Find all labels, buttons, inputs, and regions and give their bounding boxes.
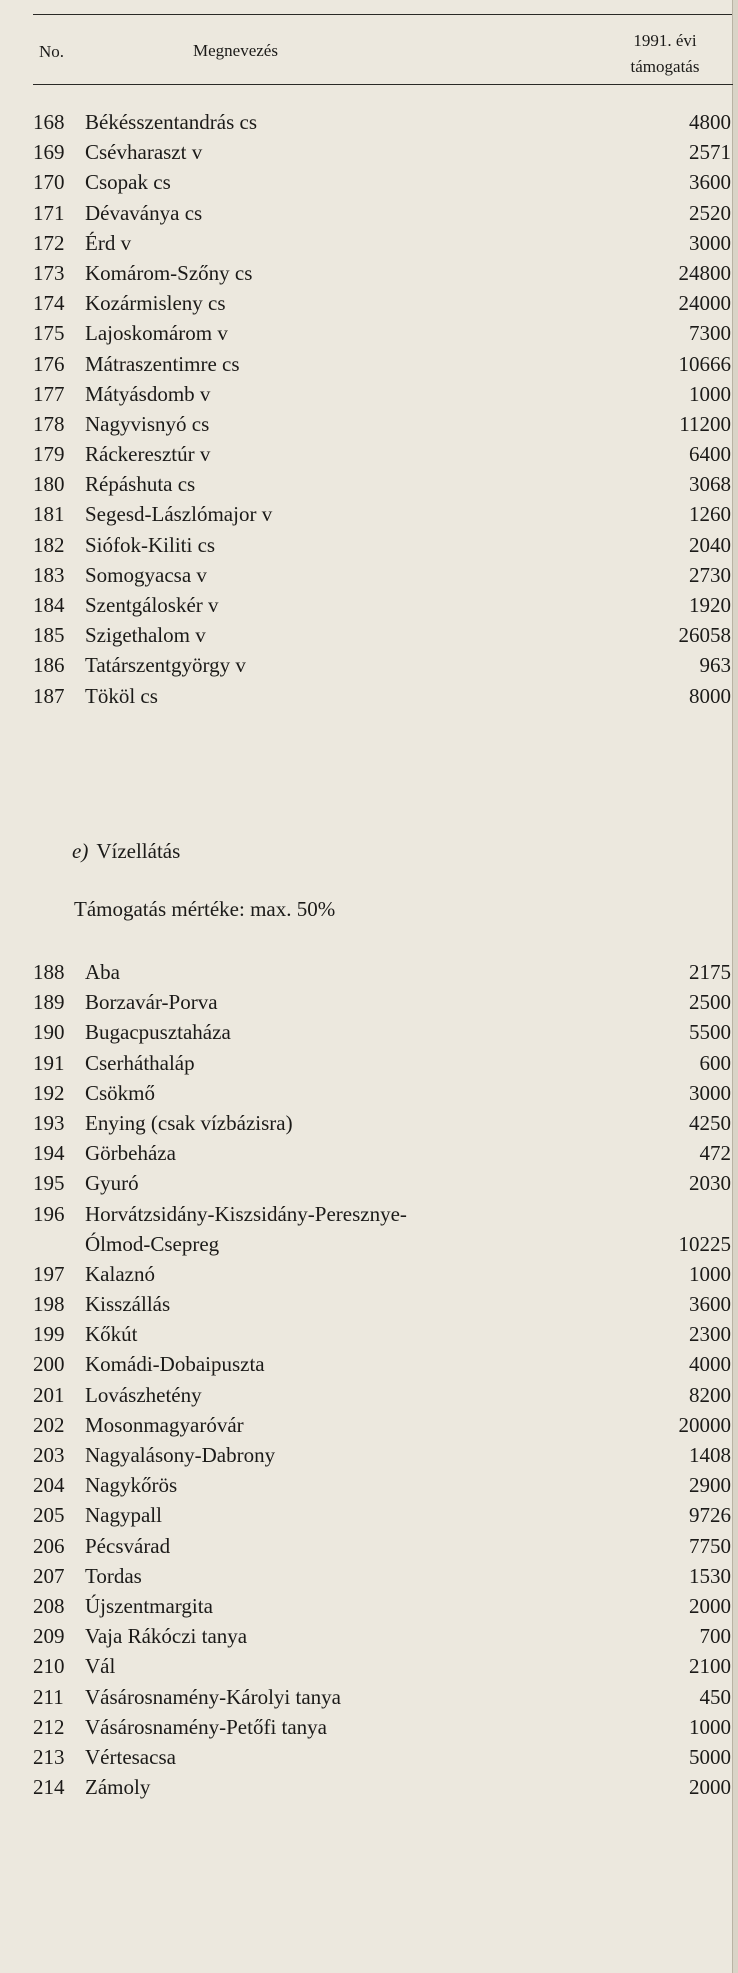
table-row [33,590,731,620]
row-number: 175 [33,321,65,346]
row-name: Mátyásdomb v [85,381,211,406]
row-number: 182 [33,532,65,557]
row-value: 3600 [689,170,731,195]
row-number: 172 [33,230,65,255]
table-row [33,258,731,288]
table-row [33,1108,731,1138]
row-value: 24000 [678,291,731,316]
row-value: 2000 [689,1775,731,1800]
table-row [33,469,731,499]
row-value: 10666 [678,351,731,376]
table-row [33,1440,731,1470]
row-name: Csökmő [85,1080,156,1105]
header-rule [33,84,733,85]
row-name: Nagypall [85,1503,162,1528]
table-section-d [33,107,731,711]
table-row [33,198,731,228]
table-row [33,957,731,987]
row-value: 1260 [689,502,731,527]
row-value: 1530 [689,1563,731,1588]
row-number: 198 [33,1292,65,1317]
table-row [33,1682,731,1712]
page-edge [732,0,738,1973]
table-row [33,1319,731,1349]
row-name: Nagyvisnyó cs [85,411,210,436]
table-row [33,1410,731,1440]
row-name: Vásárosnamény-Petőfi tanya [85,1714,328,1739]
table-row [33,409,731,439]
row-name: Görbeháza [85,1141,176,1166]
row-value: 3000 [689,230,731,255]
row-name: Bugacpusztaháza [85,1020,231,1045]
table-row [33,167,731,197]
table-row [33,288,731,318]
row-value: 26058 [678,623,731,648]
row-name: Szentgáloskér v [85,593,219,617]
table-row [33,1621,731,1651]
table-row [33,1591,731,1621]
table-row [33,379,731,409]
table-row [33,1470,731,1500]
row-number: 203 [33,1443,65,1468]
row-name: Szigethalom v [85,623,206,648]
row-name: Vértesacsa [85,1744,176,1769]
row-name: Segesd-Lászlómajor v [85,502,273,527]
row-value: 7750 [689,1533,731,1558]
row-number: 186 [33,653,65,678]
table-header [33,22,733,84]
row-value: 1000 [689,1261,731,1286]
row-name: Vál [85,1654,116,1679]
table-row [33,1168,731,1198]
table-row [33,1048,731,1078]
row-number: 185 [33,623,65,648]
row-number: 214 [33,1775,65,1800]
row-number: 201 [33,1382,65,1407]
row-number: 200 [33,1352,65,1377]
row-number: 181 [33,502,65,527]
support-rate-text: Támogatás mértéke: max. 50% [74,897,336,921]
row-name: Komárom-Szőny cs [85,260,253,285]
row-name: Kőkút [85,1322,138,1347]
row-number: 180 [33,472,65,497]
row-value: 8200 [689,1382,731,1407]
row-name: Dévaványa cs [85,200,203,225]
table-row [33,107,731,137]
row-value: 1408 [689,1443,731,1468]
table-row [33,987,731,1017]
row-value: 963 [699,653,731,678]
row-number: 197 [33,1261,65,1286]
row-name: Enying (csak vízbázisra) [85,1110,293,1135]
table-row [33,1380,731,1410]
row-number: 188 [33,960,65,984]
row-number: 191 [33,1050,65,1075]
row-number: 176 [33,351,65,376]
section-title: Vízellátás [96,839,181,863]
row-value: 3000 [689,1080,731,1105]
table-row [33,1531,731,1561]
row-number: 169 [33,140,65,165]
row-value: 10225 [678,1231,731,1256]
row-name: Újszentmargita [85,1593,213,1618]
row-name: Kozármisleny cs [85,291,226,316]
row-name: Gyuró [85,1171,139,1196]
row-number: 211 [33,1684,64,1709]
row-number: 212 [33,1714,65,1739]
row-value: 472 [699,1141,731,1166]
table-row [33,1712,731,1742]
row-name: Kalaznó [85,1261,155,1286]
row-value: 2100 [689,1654,731,1679]
row-number: 206 [33,1533,65,1558]
row-value: 1920 [689,593,731,617]
row-value: 600 [699,1050,731,1075]
row-value: 2520 [689,200,731,225]
table-row [33,1349,731,1379]
row-value: 700 [699,1624,731,1649]
table-row [33,1199,731,1259]
row-value: 3068 [689,472,731,497]
row-name: Vaja Rákóczi tanya [85,1624,248,1649]
row-number: 204 [33,1473,65,1498]
row-number: 196 [33,1201,65,1226]
row-name: Tatárszentgyörgy v [85,653,246,678]
row-value: 4000 [689,1352,731,1377]
table-row [33,620,731,650]
row-value: 8000 [689,683,731,708]
table-row [33,318,731,348]
row-value: 20000 [678,1412,731,1437]
row-value: 1000 [689,381,731,406]
row-number: 187 [33,683,65,708]
row-name: Répáshuta cs [85,472,196,497]
table-row [33,560,731,590]
row-value: 6400 [689,442,731,467]
header-support-line2: támogatás [630,57,700,76]
table-row [33,499,731,529]
row-number: 190 [33,1020,65,1045]
row-value: 2900 [689,1473,731,1498]
table-row [33,681,731,711]
table-row [33,1651,731,1681]
row-number: 192 [33,1080,65,1105]
row-number: 205 [33,1503,65,1528]
top-rule [33,14,734,15]
row-value: 11200 [679,411,731,436]
row-name: Csévharaszt v [85,140,203,165]
table-row [33,1772,731,1802]
row-number: 184 [33,593,65,617]
row-name: Somogyacsa v [85,562,207,587]
row-name: Tököl cs [85,683,158,708]
row-number: 171 [33,200,65,225]
row-number: 193 [33,1110,65,1135]
row-number: 208 [33,1593,65,1618]
row-name: Békésszentandrás cs [85,110,258,134]
row-value: 3600 [689,1292,731,1317]
row-value: 2730 [689,562,731,587]
table-row [33,1259,731,1289]
row-name: Aba [85,960,120,984]
row-number: 207 [33,1563,65,1588]
row-name: Lajoskomárom v [85,321,228,346]
row-name: Érd v [85,230,132,255]
table-section-e [33,957,731,1802]
row-value: 450 [699,1684,731,1709]
row-value: 2500 [689,990,731,1015]
row-value: 2175 [689,960,731,984]
table-row [33,1017,731,1047]
table-row [33,1500,731,1530]
row-number: 213 [33,1744,65,1769]
header-no: No. [39,42,65,61]
row-name: Vásárosnamény-Károlyi tanya [85,1684,341,1709]
row-name: Zámoly [85,1775,151,1800]
row-name: Mosonmagyaróvár [85,1412,244,1437]
row-name: Csopak cs [85,170,171,195]
row-number: 183 [33,562,65,587]
table-row [33,439,731,469]
row-name: Siófok-Kiliti cs [85,532,216,557]
row-name: Nagyalásony-Dabrony [85,1443,276,1468]
table-row [33,1289,731,1319]
table-row [33,650,731,680]
row-number: 173 [33,260,65,285]
header-support-line1: 1991. évi [633,31,697,50]
row-value: 2000 [689,1593,731,1618]
row-name: Kisszállás [85,1292,171,1317]
row-number: 210 [33,1654,65,1679]
table-row [33,1138,731,1168]
row-number: 189 [33,990,65,1015]
row-value: 4800 [689,110,731,134]
row-value: 5000 [689,1744,731,1769]
row-value: 7300 [689,321,731,346]
row-value: 2030 [689,1171,731,1196]
row-name: Tordas [85,1563,142,1588]
row-name: Ráckeresztúr v [85,442,211,467]
row-value: 1000 [689,1714,731,1739]
row-number: 195 [33,1171,65,1196]
row-name: Horvátzsidány-Kiszsidány-Peresznye- Ólmod-Csepreg [85,1201,407,1256]
table-row [33,530,731,560]
row-name: Lovászhetény [85,1382,202,1407]
row-value: 9726 [689,1503,731,1528]
row-value: 2300 [689,1322,731,1347]
row-value: 24800 [678,260,731,285]
row-number: 199 [33,1322,65,1347]
table-row [33,1078,731,1108]
section-letter: e) [72,839,89,863]
section-heading [72,839,180,864]
row-number: 209 [33,1624,65,1649]
row-name: Pécsvárad [85,1533,171,1558]
row-number: 179 [33,442,65,467]
row-number: 177 [33,381,65,406]
table-row [33,1561,731,1591]
row-value: 5500 [689,1020,731,1045]
row-name: Komádi-Dobaipuszta [85,1352,265,1377]
header-support [605,28,725,80]
table-row [33,228,731,258]
row-number: 202 [33,1412,65,1437]
table-row [33,137,731,167]
table-row [33,349,731,379]
row-value: 4250 [689,1110,731,1135]
row-value: 2040 [689,532,731,557]
row-number: 194 [33,1141,65,1166]
row-number: 170 [33,170,65,195]
row-value: 2571 [689,140,731,165]
row-number: 178 [33,411,65,436]
row-name: Borzavár-Porva [85,990,218,1015]
header-name: Megnevezés [193,41,278,60]
table-row [33,1742,731,1772]
row-name: Mátraszentimre cs [85,351,240,376]
row-name: Nagykőrös [85,1473,178,1498]
row-number: 168 [33,110,65,134]
row-number: 174 [33,291,65,316]
row-name: Cserháthaláp [85,1050,195,1075]
